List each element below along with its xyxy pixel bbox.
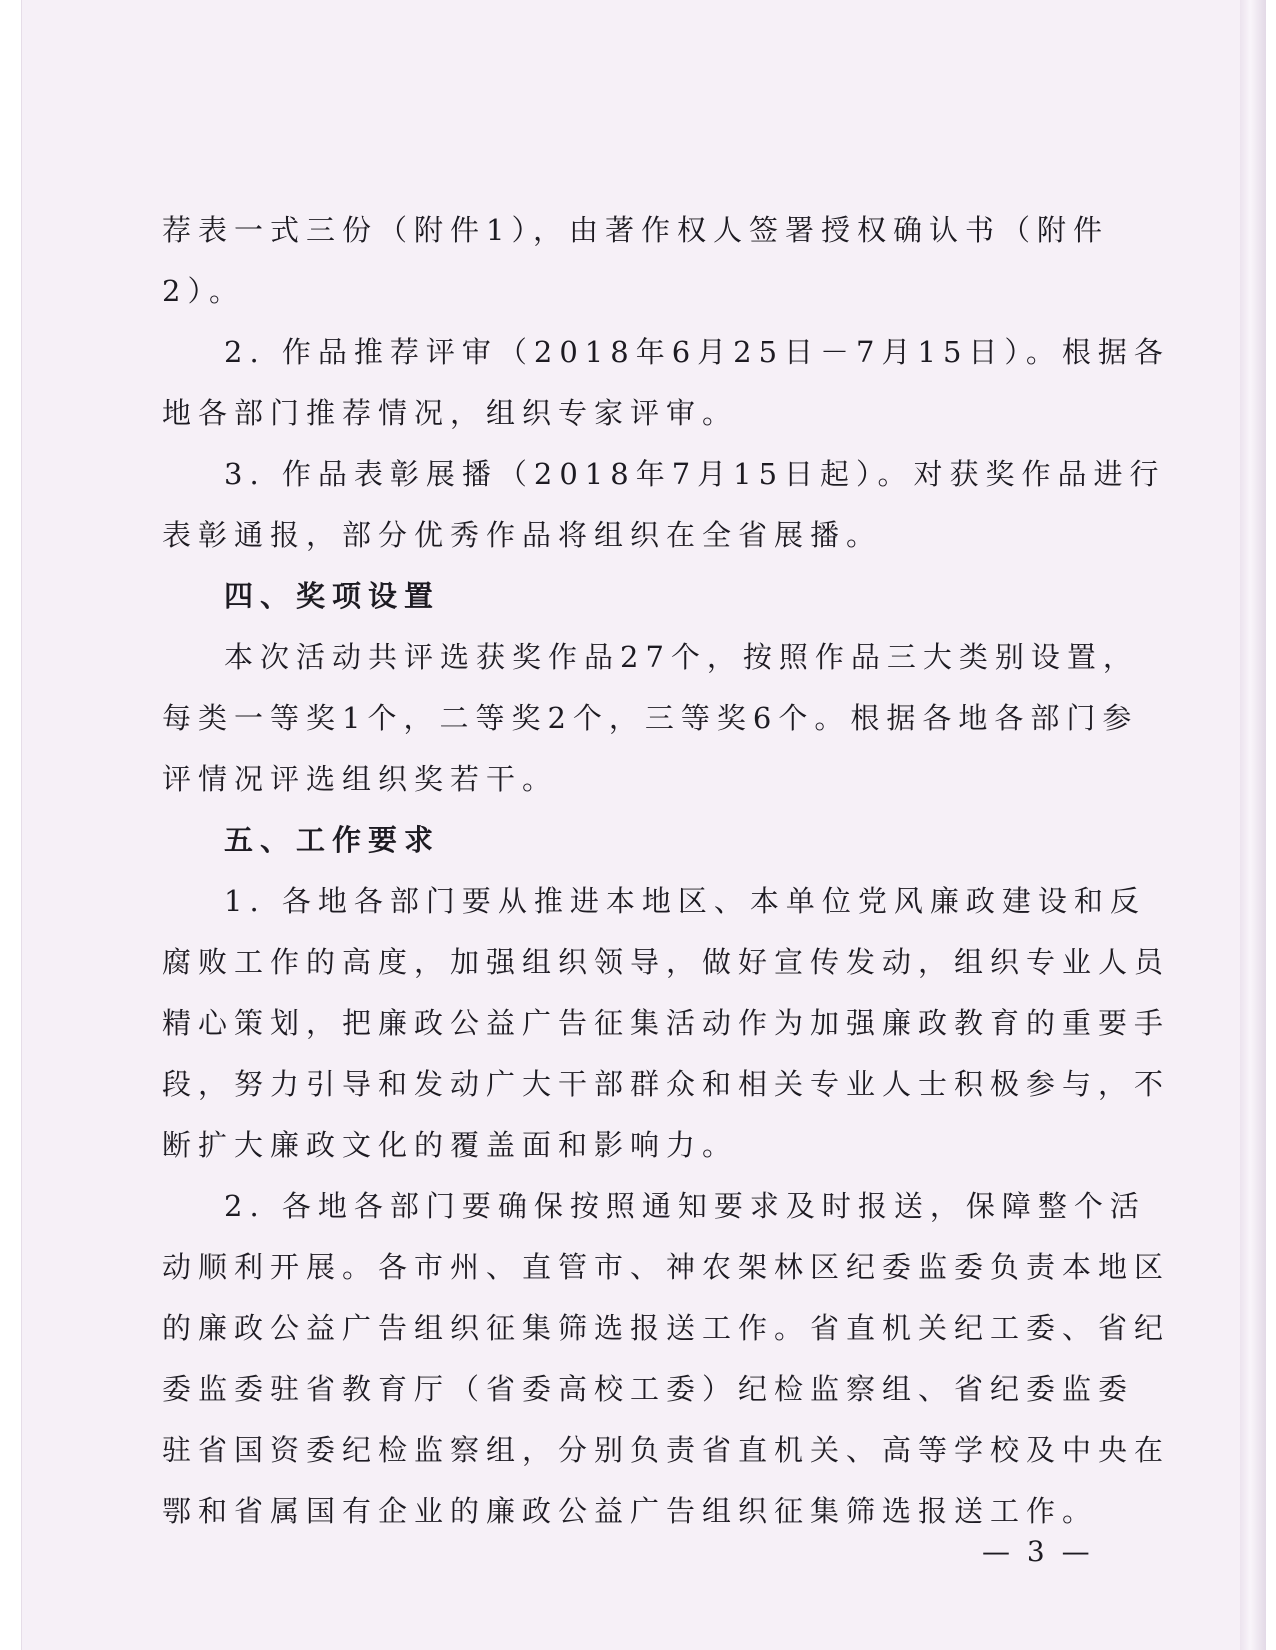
text-line: 3. 作品表彰展播（2018年7月15日起）。对获奖作品进行 [224, 457, 1166, 491]
section-heading: 四、奖项设置 [224, 579, 441, 613]
text-line: 2. 作品推荐评审（2018年6月25日－7月15日）。根据各 [224, 335, 1170, 369]
text-line: 腐败工作的高度，加强组织领导，做好宣传发动，组织专业人员 [162, 945, 1171, 979]
page-edge [1240, 0, 1266, 1650]
text-line: 动顺利开展。各市州、直管市、神农架林区纪委监委负责本地区 [162, 1250, 1171, 1284]
text-line: 评情况评选组织奖若干。 [162, 762, 559, 796]
text-line: 委监委驻省教育厅（省委高校工委）纪检监察组、省纪委监委 [162, 1372, 1135, 1406]
text-line: 1. 各地各部门要从推进本地区、本单位党风廉政建设和反 [224, 884, 1146, 918]
text-line: 段，努力引导和发动广大干部群众和相关专业人士积极参与，不 [162, 1067, 1171, 1101]
page-number: — 3 — [982, 1535, 1094, 1568]
text-line: 2. 各地各部门要确保按照通知要求及时报送，保障整个活 [224, 1189, 1146, 1223]
text-line: 表彰通报，部分优秀作品将组织在全省展播。 [162, 518, 883, 552]
text-line: 的廉政公益广告组织征集筛选报送工作。省直机关纪工委、省纪 [162, 1311, 1171, 1345]
text-line: 本次活动共评选获奖作品27个，按照作品三大类别设置， [224, 640, 1139, 674]
text-line: 每类一等奖1个，二等奖2个，三等奖6个。根据各地各部门参 [162, 701, 1139, 735]
document-body [162, 200, 1171, 1542]
text-line: 驻省国资委纪检监察组，分别负责省直机关、高等学校及中央在 [162, 1433, 1171, 1467]
section-heading: 五、工作要求 [224, 823, 441, 857]
document-page [22, 0, 1250, 1650]
text-line: 精心策划，把廉政公益广告征集活动作为加强廉政教育的重要手 [162, 1006, 1171, 1040]
text-line: 鄂和省属国有企业的廉政公益广告组织征集筛选报送工作。 [162, 1494, 1099, 1528]
text-line: 荐表一式三份（附件1），由著作权人签署授权确认书（附件 [162, 213, 1109, 247]
text-line: 地各部门推荐情况，组织专家评审。 [162, 396, 739, 430]
text-line: 2）。 [162, 274, 245, 308]
text-line: 断扩大廉政文化的覆盖面和影响力。 [162, 1128, 739, 1162]
